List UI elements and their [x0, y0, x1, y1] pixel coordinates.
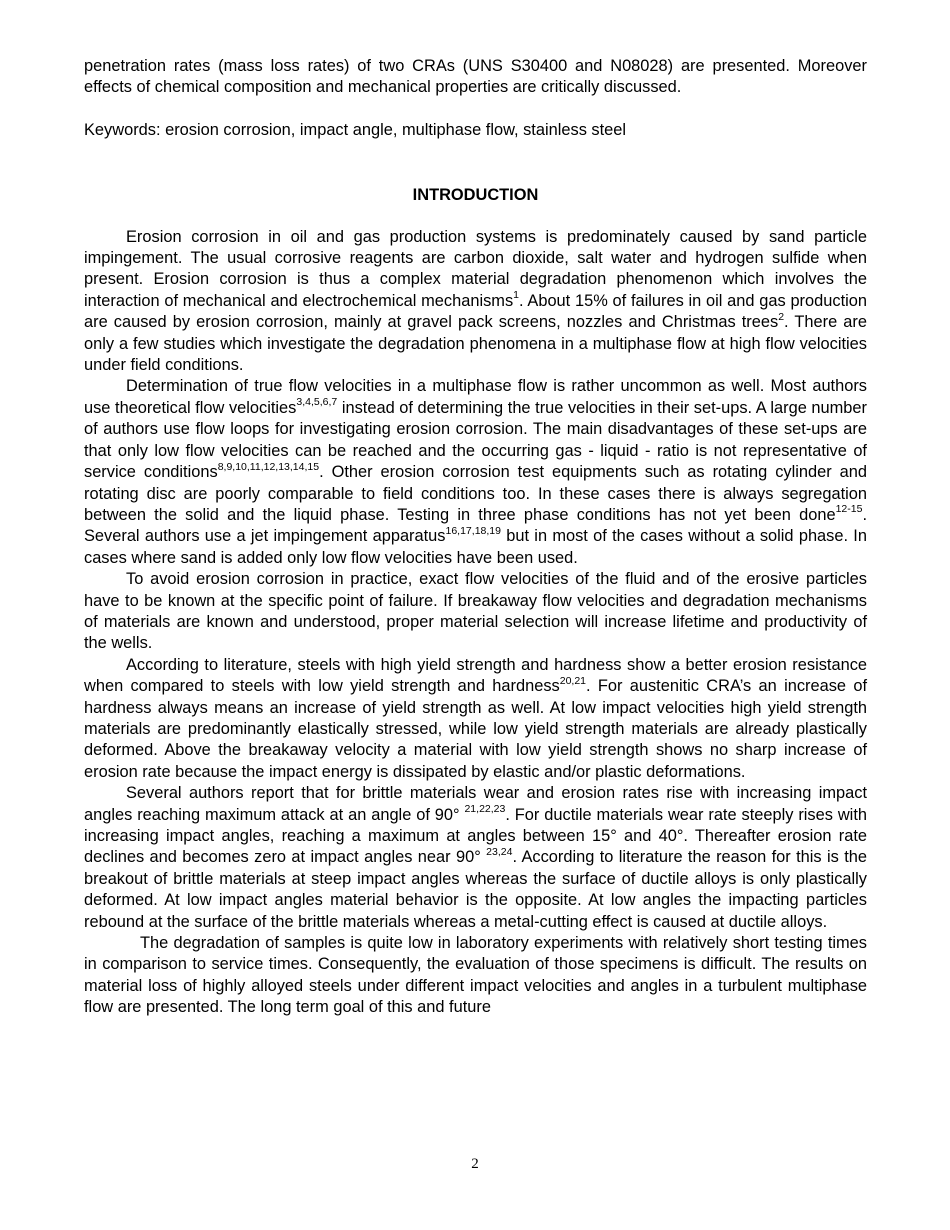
text-run: . According to literature the reason for this is the breakout of brittle materials at steep impact angles whereas the surface of ductile alloys is only plastically deformed. At low impact angles material behavior is the opposite. At low angles the impacting particles rebound at the surface of the brittle materials whereas a metal-cutting effect is caused at ductile alloys. — [84, 848, 867, 931]
citation: 3,4,5,6,7 — [296, 396, 338, 409]
citation: 23,24 — [486, 845, 513, 858]
paragraph-2 — [84, 376, 867, 569]
citation: 8,9,10,11,12,13,14,15 — [217, 460, 320, 473]
text-run: According to literature, steels with high yield strength and hardness show a better erosion resistance when compared to steels with low yield strength and hardness — [84, 655, 867, 696]
text-run: Determination of true flow velocities in a multiphase flow is rather uncommon as well. Most authors use theoretical flow velocities — [84, 377, 867, 417]
paragraph-5 — [84, 783, 867, 933]
citation: 16,17,18,19 — [445, 524, 501, 537]
keywords-line: Keywords: erosion corrosion, impact angle, multiphase flow, stainless steel — [84, 120, 627, 139]
paragraph-6: The degradation of samples is quite low in laboratory experiments with relatively short testing times in comparison to service times. Consequently, the evaluation of those specimens is difficult. The results on material loss of highly alloyed steels under different impact velocities and angles in a turbulent multiphase flow are presented. The long term goal of this and future — [84, 934, 867, 1017]
paragraph-4 — [84, 655, 867, 783]
text-run: . For austenitic CRA’s an increase of hardness always means an increase of yield strength as well. At low impact velocities high yield strength materials are predominantly elastically stressed, while low yield strength materials are already plastically deformed. Above the breakaway velocity a material with low yield strength shows no sharp increase of erosion rate because the impact energy is dissipated by elastic and/or plastic deformations. — [84, 677, 867, 781]
citation: 12-15 — [835, 503, 863, 516]
text-run: Several authors report that for brittle materials wear and erosion rates rise with increasing impact angles reaching maximum attack at an angle of 90° — [84, 784, 867, 824]
text-run: instead of determining the true velocities in their set-ups. A large number of authors use flow loops for investigating erosion corrosion. The main disadvantages of these set-ups are that only low flow velocities can be reached and the occurring gas - liquid - ratio is not representative of service conditions — [84, 398, 867, 482]
text-run: . About 15% of failures in oil and gas production are caused by erosion corrosion, mainly at gravel pack screens, nozzles and Christmas trees — [84, 291, 867, 332]
text-run: . There are only a few studies which investigate the degradation phenomena in a multiphase flow at high flow velocities under field conditions. — [84, 313, 867, 375]
abstract-ending: penetration rates (mass loss rates) of two CRAs (UNS S30400 and N08028) are presented. Moreover effects of chemical composition and mechanical properties are critically discussed. — [84, 57, 867, 97]
page-number: 2 — [471, 1156, 479, 1172]
citation: 1 — [513, 289, 519, 302]
paragraph-3: To avoid erosion corrosion in practice, exact flow velocities of the fluid and of the erosive particles have to be known at the specific point of failure. If breakaway flow velocities and degradation mechanisms of materials are known and understood, proper material selection will increase lifetime and productivity of the wells. — [84, 570, 867, 653]
text-run: . For ductile materials wear rate steeply rises with increasing impact angles, reaching a maximum at angles between 15° and 40°. Thereafter erosion rate declines and becomes zero at impact angles near 90° — [84, 805, 867, 867]
text-run: . Several authors use a jet impingement apparatus — [84, 505, 867, 546]
citation: 20,21 — [559, 674, 587, 687]
text-run: but in most of the cases without a solid phase. In cases where sand is added only low flow velocities have been used. — [84, 527, 867, 567]
citation: 2 — [778, 310, 785, 323]
page-body — [84, 56, 867, 1019]
section-heading-introduction: INTRODUCTION — [412, 186, 539, 205]
citation: 21,22,23 — [464, 803, 506, 816]
paragraph-1 — [84, 227, 867, 377]
text-run: . Other erosion corrosion test equipments such as rotating cylinder and rotating disc are poorly comparable to field conditions too. In these cases there is always segregation between the solid and the liquid phase. Testing in three phase conditions has not yet been done — [84, 463, 867, 524]
text-run: Erosion corrosion in oil and gas production systems is predominately caused by sand particle impingement. The usual corrosive reagents are carbon dioxide, salt water and hydrogen sulfide when present. Erosion corrosion is thus a complex material degradation phenomenon which involves the interaction of mechanical and electrochemical mechanisms — [84, 227, 867, 310]
